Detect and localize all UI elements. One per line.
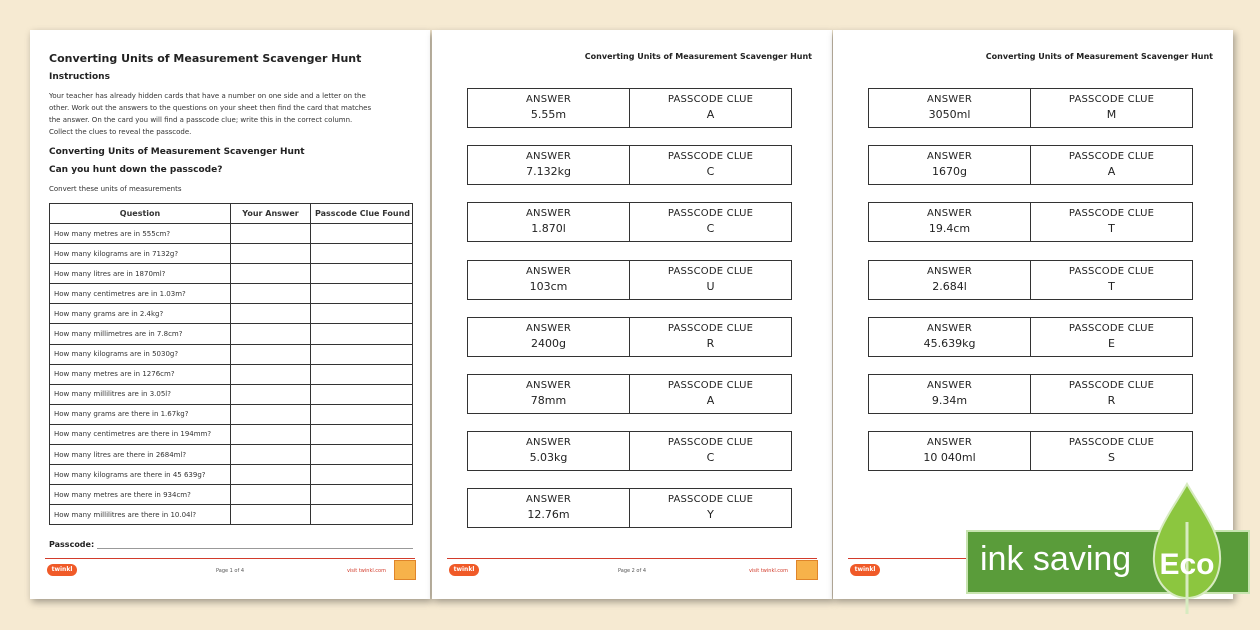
page-header: Converting Units of Measurement Scavenger Hunt [985, 52, 1213, 61]
clue-label: PASSCODE CLUE [667, 380, 754, 391]
subtitle: Converting Units of Measurement Scavenger Hunt [49, 147, 305, 157]
clue-cell [1030, 203, 1192, 241]
clue-cell [1030, 375, 1192, 413]
answer-cell [468, 318, 629, 356]
clue-cell[interactable] [311, 344, 413, 364]
table-row [50, 465, 413, 485]
question-cell: How many kilograms are in 7132g? [50, 244, 231, 264]
eco-leaf-icon [1150, 482, 1224, 616]
answer-card [467, 202, 792, 242]
award-badge-icon [796, 560, 818, 580]
question-cell: How many millilitres are there in 10.04l? [50, 505, 231, 525]
footer-divider [447, 558, 817, 559]
clue-cell[interactable] [311, 244, 413, 264]
clue-cell [629, 489, 791, 527]
answer-cell[interactable] [231, 284, 311, 304]
clue-cell [1030, 146, 1192, 184]
clue-label: PASSCODE CLUE [1068, 380, 1155, 391]
answer-cell[interactable] [231, 264, 311, 284]
clue-cell [629, 261, 791, 299]
table-row [50, 505, 413, 525]
answer-value: 9.34m [931, 394, 968, 407]
clue-cell[interactable] [311, 404, 413, 424]
clue-cell[interactable] [311, 324, 413, 344]
clue-cell [1030, 261, 1192, 299]
table-row [50, 404, 413, 424]
clue-label: PASSCODE CLUE [667, 494, 754, 506]
answer-cell [869, 89, 1030, 127]
clue-label: PASSCODE CLUE [667, 265, 754, 277]
passcode-label: Passcode: [49, 540, 95, 549]
answer-label: ANSWER [525, 494, 572, 506]
answer-label: ANSWER [926, 322, 973, 334]
table-row [50, 224, 413, 244]
answer-card [868, 202, 1193, 242]
visit-link: visit twinkl.com [346, 568, 386, 574]
answer-label: ANSWER [926, 437, 973, 449]
clue-value: M [1106, 108, 1117, 121]
answer-cell[interactable] [231, 485, 311, 505]
table-row [50, 244, 413, 264]
answer-card [467, 317, 792, 357]
page-number: Page 2 of 4 [617, 568, 647, 574]
answer-cell [869, 375, 1030, 413]
answer-cell [869, 432, 1030, 470]
clue-label: PASSCODE CLUE [1068, 437, 1155, 449]
clue-value: Y [707, 508, 714, 522]
table-row [50, 384, 413, 404]
table-row [50, 264, 413, 284]
answer-value: 103cm [529, 279, 568, 293]
twinkl-logo: twinkl [449, 564, 479, 576]
award-badge-icon [394, 560, 416, 580]
table-row [50, 304, 413, 324]
instructions-line: Your teacher has already hidden cards that have a number on one side and a letter on the [49, 92, 366, 100]
clue-cell [1030, 318, 1192, 356]
answer-cell [869, 318, 1030, 356]
question-cell: How many centimetres are there in 194mm? [50, 424, 231, 444]
question-cell: How many millimetres are in 7.8cm? [50, 324, 231, 344]
answer-label: ANSWER [926, 380, 973, 391]
clue-value: A [706, 108, 715, 121]
clue-cell[interactable] [311, 264, 413, 284]
clue-cell [1030, 89, 1192, 127]
eco-label: Eco [1159, 548, 1215, 581]
visit-link: visit twinkl.com [748, 568, 788, 574]
clue-label: PASSCODE CLUE [667, 322, 754, 334]
twinkl-logo: twinkl [47, 564, 77, 576]
answer-card [467, 145, 792, 185]
table-header-row [50, 204, 413, 224]
answer-card [467, 374, 792, 414]
clue-cell[interactable] [311, 224, 413, 244]
answer-value: 7.132kg [526, 165, 571, 179]
page-title: Converting Units of Measurement Scavenger Hunt [49, 52, 362, 65]
question-cell: How many litres are in 1870ml? [50, 264, 231, 284]
answer-cell[interactable] [231, 344, 311, 364]
instructions-line: Collect the clues to reveal the passcode. [49, 128, 192, 136]
question-cell: How many kilograms are in 5030g? [50, 344, 231, 364]
answer-cell [468, 432, 629, 470]
clue-value: C [706, 165, 715, 179]
clue-value: T [1108, 222, 1115, 236]
column-header: Question [50, 204, 231, 224]
clue-cell [629, 146, 791, 184]
instructions-heading: Instructions [49, 72, 110, 82]
answer-value: 12.76m [527, 508, 570, 522]
passcode-row [49, 540, 411, 549]
answer-card [467, 260, 792, 300]
column-header: Passcode Clue Found [311, 204, 413, 224]
clue-cell[interactable] [311, 364, 413, 384]
question-heading: Can you hunt down the passcode? [49, 165, 223, 175]
answer-label: ANSWER [926, 151, 973, 163]
question-cell: How many metres are in 555cm? [50, 224, 231, 244]
clue-cell[interactable] [311, 304, 413, 324]
answer-label: ANSWER [525, 208, 572, 220]
answer-card [467, 88, 792, 128]
answer-card [868, 88, 1193, 128]
answer-cell [468, 146, 629, 184]
question-cell: How many kilograms are there in 45 639g? [50, 465, 231, 485]
clue-cell [629, 203, 791, 241]
clue-value: A [706, 394, 715, 407]
clue-label: PASSCODE CLUE [1068, 94, 1155, 105]
answer-value: 5.03kg [529, 451, 568, 465]
answer-cell [468, 489, 629, 527]
answer-label: ANSWER [525, 380, 572, 391]
answer-card [467, 431, 792, 471]
answer-card [467, 488, 792, 528]
answer-value: 78mm [530, 394, 567, 407]
answer-cell [468, 375, 629, 413]
clue-cell [629, 89, 791, 127]
question-cell: How many millilitres are in 3.05l? [50, 384, 231, 404]
clue-value: S [1108, 451, 1115, 465]
answer-cell[interactable] [231, 364, 311, 384]
answer-label: ANSWER [525, 151, 572, 163]
ink-saving-label: ink saving [980, 540, 1132, 578]
table-row [50, 364, 413, 384]
answer-cell[interactable] [231, 465, 311, 485]
worksheet-page-2 [432, 30, 832, 599]
twinkl-logo: twinkl [850, 564, 880, 576]
clue-label: PASSCODE CLUE [1068, 151, 1155, 163]
answer-cell [468, 89, 629, 127]
clue-cell[interactable] [311, 384, 413, 404]
answer-label: ANSWER [525, 437, 572, 449]
table-row [50, 284, 413, 304]
clue-label: PASSCODE CLUE [667, 151, 754, 163]
clue-cell [629, 375, 791, 413]
instructions-text [49, 90, 419, 138]
convert-text: Convert these units of measurements [49, 185, 182, 193]
answer-cell[interactable] [231, 224, 311, 244]
clue-label: PASSCODE CLUE [1068, 322, 1155, 334]
clue-value: R [1107, 394, 1116, 407]
clue-cell[interactable] [311, 424, 413, 444]
question-cell: How many metres are in 1276cm? [50, 364, 231, 384]
answer-label: ANSWER [525, 265, 572, 277]
questions-table [49, 203, 413, 525]
clue-value: C [706, 451, 715, 465]
answer-cell [468, 203, 629, 241]
instructions-line: other. Work out the answers to the questions on your sheet then find the card that matches [49, 104, 372, 112]
answer-value: 5.55m [530, 108, 567, 121]
answer-cell[interactable] [231, 505, 311, 525]
page-number: Page 1 of 4 [215, 568, 245, 574]
question-cell: How many metres are there in 934cm? [50, 485, 231, 505]
clue-value: E [1108, 336, 1115, 350]
answer-value: 19.4cm [928, 222, 971, 236]
table-row [50, 324, 413, 344]
clue-label: PASSCODE CLUE [667, 208, 754, 220]
instructions-line: the answer. On the card you will find a passcode clue; write this in the correct column. [49, 116, 353, 124]
answer-card [868, 431, 1193, 471]
column-header: Your Answer [231, 204, 311, 224]
answer-cell [869, 203, 1030, 241]
answer-value: 2.684l [932, 279, 967, 293]
answer-cell[interactable] [231, 244, 311, 264]
clue-value: U [706, 279, 715, 293]
clue-cell[interactable] [311, 284, 413, 304]
clue-value: A [1107, 165, 1116, 179]
clue-cell [629, 432, 791, 470]
answer-value: 1.870l [531, 222, 566, 236]
page-header: Converting Units of Measurement Scavenger Hunt [584, 52, 812, 61]
clue-cell[interactable] [311, 465, 413, 485]
clue-value: R [706, 336, 715, 350]
footer-divider [45, 558, 415, 559]
clue-value: C [706, 222, 715, 236]
table-body [50, 224, 413, 525]
table-row [50, 445, 413, 465]
table-row [50, 485, 413, 505]
answer-cell[interactable] [231, 404, 311, 424]
clue-label: PASSCODE CLUE [1068, 265, 1155, 277]
answer-cell [869, 261, 1030, 299]
answer-value: 2400g [531, 336, 566, 350]
table-row [50, 424, 413, 444]
question-cell: How many centimetres are in 1.03m? [50, 284, 231, 304]
clue-cell [1030, 432, 1192, 470]
answer-card [868, 260, 1193, 300]
answer-card [868, 374, 1193, 414]
answer-cell[interactable] [231, 445, 311, 465]
question-cell: How many grams are there in 1.67kg? [50, 404, 231, 424]
answer-value: 3050ml [928, 108, 971, 121]
answer-label: ANSWER [525, 322, 572, 334]
table-row [50, 344, 413, 364]
clue-cell [629, 318, 791, 356]
clue-cell[interactable] [311, 445, 413, 465]
answer-cell [869, 146, 1030, 184]
answer-label: ANSWER [525, 94, 572, 105]
answer-cell [468, 261, 629, 299]
answer-label: ANSWER [926, 94, 973, 105]
answer-label: ANSWER [926, 265, 973, 277]
answer-cell[interactable] [231, 384, 311, 404]
answer-label: ANSWER [926, 208, 973, 220]
worksheet-page-1 [30, 30, 430, 599]
clue-cell[interactable] [311, 485, 413, 505]
answer-value: 10 040ml [923, 451, 976, 465]
answer-value: 1670g [932, 165, 967, 179]
question-cell: How many grams are in 2.4kg? [50, 304, 231, 324]
clue-label: PASSCODE CLUE [667, 94, 754, 105]
answer-value: 45.639kg [923, 336, 976, 350]
answer-card [868, 145, 1193, 185]
clue-value: T [1108, 279, 1115, 293]
clue-label: PASSCODE CLUE [1068, 208, 1155, 220]
clue-cell[interactable] [311, 505, 413, 525]
question-cell: How many litres are there in 2684ml? [50, 445, 231, 465]
clue-label: PASSCODE CLUE [667, 437, 754, 449]
answer-card [868, 317, 1193, 357]
passcode-input-line[interactable] [97, 548, 413, 549]
answer-cell[interactable] [231, 424, 311, 444]
answer-cell[interactable] [231, 324, 311, 344]
answer-cell[interactable] [231, 304, 311, 324]
